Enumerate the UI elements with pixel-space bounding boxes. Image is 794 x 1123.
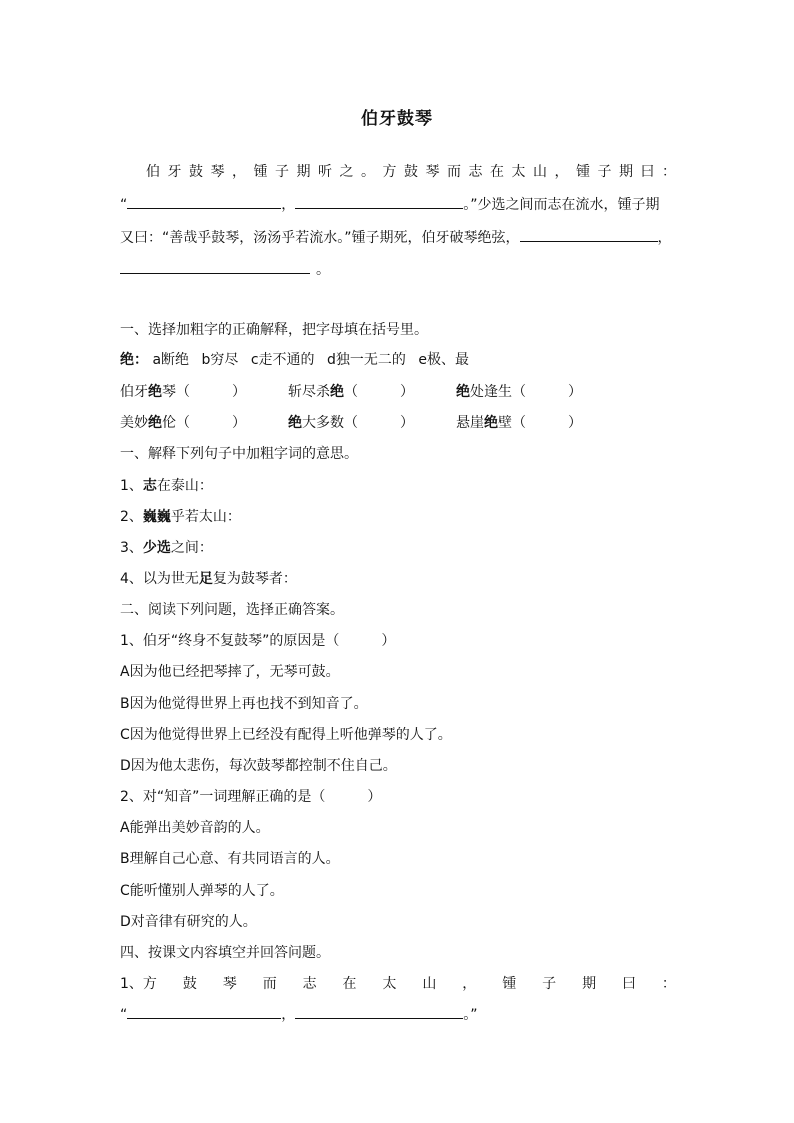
passage-char: 牙 (167, 164, 182, 180)
passage-line-4 (120, 259, 330, 280)
answer-blank[interactable] (127, 1004, 281, 1019)
explain-item-2[interactable]: 2、巍巍乎若太山： (120, 509, 241, 525)
passage-char: 子 (597, 164, 612, 180)
colon: ： (134, 352, 148, 368)
passage-char: 在 (342, 976, 357, 992)
passage-char: 子 (542, 976, 557, 992)
section-4-line-2 (120, 1004, 478, 1025)
passage-char: 太 (511, 164, 526, 180)
comma: ， (281, 1007, 296, 1023)
word-item[interactable]: 绝处逢生（ ） (456, 384, 582, 400)
q1-option-c[interactable]: C因为他觉得世界上已经没有配得上听他弹琴的人了。 (120, 727, 452, 743)
q1-option-a[interactable]: A因为他已经把琴摔了，无琴可鼓。 (120, 664, 340, 680)
passage-text: 又曰：“善哉乎鼓琴，汤汤乎若流水。”锺子期死，伯牙破琴绝弦， (120, 230, 520, 246)
passage-char: 之 (339, 164, 354, 180)
passage-char: ： (661, 976, 676, 992)
passage-char: 。 (361, 164, 375, 180)
option-b: b穷尽 (201, 352, 239, 368)
answer-blank[interactable] (295, 194, 463, 209)
answer-blank[interactable] (520, 227, 658, 242)
passage-text: 。”少选之间而志在流水，锺子期 (463, 197, 660, 213)
passage-char: 琴 (222, 976, 237, 992)
passage-char: 期 (582, 976, 597, 992)
comma: ， (657, 230, 672, 246)
definition-options (120, 350, 477, 370)
explain-item-1[interactable]: 1、志在泰山： (120, 478, 213, 494)
section-3-heading: 二、阅读下列问题，选择正确答案。 (120, 602, 344, 618)
passage-char: 锺 (253, 164, 268, 180)
period: 。 (316, 262, 330, 278)
open-quote: “ (120, 197, 128, 213)
passage-char: 方 (382, 164, 397, 180)
passage-char: 曰 (621, 976, 636, 992)
passage-char: 琴 (425, 164, 440, 180)
passage-char: 锺 (502, 976, 517, 992)
option-a: a断绝 (152, 352, 190, 368)
passage-char: 子 (275, 164, 289, 180)
passage-char: 鼓 (182, 976, 197, 992)
page-title: 伯牙鼓琴 (361, 109, 433, 129)
passage-char: 1、方 (120, 976, 157, 992)
word-item[interactable]: 斩尽杀绝（ ） (288, 384, 414, 400)
passage-char: ， (462, 976, 477, 992)
q1-option-d[interactable]: D因为他太悲伤，每次鼓琴都控制不住自己。 (120, 758, 397, 774)
passage-line-3 (120, 227, 672, 248)
answer-blank[interactable] (295, 1004, 463, 1019)
passage-char: ： (662, 164, 676, 180)
passage-char: 曰 (640, 164, 655, 180)
open-quote: “ (120, 1007, 128, 1023)
passage-char: 在 (490, 164, 504, 180)
q2-option-b[interactable]: B理解自己心意、有共同语言的人。 (120, 851, 340, 867)
explain-item-4[interactable]: 4、以为世无足复为鼓琴者： (120, 571, 297, 587)
passage-char: 而 (262, 976, 277, 992)
word-item[interactable]: 绝大多数（ ） (288, 415, 414, 431)
option-e: e极、最 (418, 352, 469, 368)
q2-option-a[interactable]: A能弹出美妙音韵的人。 (120, 820, 270, 836)
option-c: c走不通的 (250, 352, 315, 368)
q2-option-d[interactable]: D对音律有研究的人。 (120, 914, 257, 930)
section-4-line-1 (120, 974, 676, 994)
passage-char: 琴 (210, 164, 225, 180)
passage-char: 志 (302, 976, 317, 992)
answer-blank[interactable] (120, 259, 310, 274)
passage-char: 期 (619, 164, 633, 180)
passage-char: 而 (447, 164, 461, 180)
word-item[interactable]: 伯牙绝琴（ ） (120, 384, 246, 400)
passage-char: ， (232, 164, 246, 180)
passage-char: 太 (382, 976, 397, 992)
passage-char: 期 (296, 164, 311, 180)
key-char: 绝 (120, 352, 134, 368)
passage-char: 听 (318, 164, 332, 180)
question-2: 2、对“知音”一词理解正确的是（ ） (120, 789, 382, 805)
q1-option-b[interactable]: B因为他觉得世界上再也找不到知音了。 (120, 696, 368, 712)
passage-char: 志 (468, 164, 483, 180)
passage-char: 鼓 (189, 164, 203, 180)
word-item[interactable]: 悬崖绝壁（ ） (456, 415, 582, 431)
passage-char: 鼓 (404, 164, 418, 180)
passage-line-1 (146, 162, 676, 182)
option-d: d独一无二的 (327, 352, 406, 368)
passage-char: 山 (533, 164, 547, 180)
answer-blank[interactable] (127, 194, 281, 209)
passage-char: ， (554, 164, 569, 180)
comma: ， (281, 197, 296, 213)
passage-char: 锺 (576, 164, 590, 180)
section-4-heading: 四、按课文内容填空并回答问题。 (120, 945, 330, 961)
section-2-heading: 一、解释下列句子中加粗字词的意思。 (120, 446, 358, 462)
passage-char: 山 (422, 976, 437, 992)
q2-option-c[interactable]: C能听懂别人弹琴的人了。 (120, 883, 284, 899)
explain-item-3[interactable]: 3、少选之间： (120, 540, 213, 556)
question-1: 1、伯牙“终身不复鼓琴”的原因是（ ） (120, 633, 396, 649)
word-item[interactable]: 美妙绝伦（ ） (120, 415, 246, 431)
section-1-heading: 一、选择加粗字的正确解释，把字母填在括号里。 (120, 322, 428, 338)
passage-line-2 (120, 194, 660, 215)
passage-char: 伯 (146, 164, 160, 180)
close-quote: 。” (463, 1007, 478, 1023)
